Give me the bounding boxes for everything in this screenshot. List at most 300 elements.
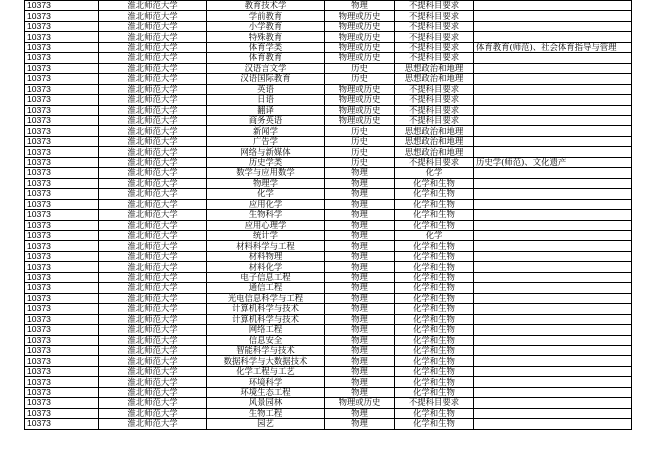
- major-name-cell: [207, 147, 325, 157]
- first-subject-cell-text: 物理: [351, 0, 368, 11]
- first-subject-cell: [325, 408, 395, 418]
- first-subject-cell: [325, 241, 395, 251]
- school-name-cell: [99, 126, 207, 136]
- second-subject-cell: [395, 63, 474, 73]
- second-subject-cell: [395, 262, 474, 272]
- second-subject-cell: [395, 293, 474, 303]
- first-subject-cell-text: 物理: [351, 167, 368, 178]
- school-name-cell-text: 淮北师范大学: [127, 324, 178, 335]
- school-code-cell-text: 10373: [27, 146, 51, 157]
- table-row: [25, 377, 632, 387]
- table-row: [25, 115, 632, 125]
- note-cell: [474, 168, 632, 178]
- second-subject-cell-text: 化学和生物: [413, 366, 455, 377]
- school-code-cell-text: 10373: [27, 386, 51, 397]
- school-name-cell: [99, 387, 207, 397]
- note-cell: [474, 251, 632, 261]
- school-name-cell-text: 淮北师范大学: [127, 386, 178, 397]
- school-name-cell-text: 淮北师范大学: [127, 230, 178, 241]
- school-name-cell-text: 淮北师范大学: [127, 83, 178, 94]
- note-cell: [474, 314, 632, 324]
- note-cell: [474, 11, 632, 21]
- school-code-cell: [25, 126, 99, 136]
- second-subject-cell: [395, 241, 474, 251]
- major-name-cell: [207, 377, 325, 387]
- table-row: [25, 345, 632, 355]
- first-subject-cell-text: 物理或历史: [338, 83, 381, 94]
- major-name-cell: [207, 335, 325, 345]
- first-subject-cell: [325, 356, 395, 366]
- major-name-cell: [207, 314, 325, 324]
- school-name-cell-text: 淮北师范大学: [127, 303, 178, 314]
- second-subject-cell: [395, 32, 474, 42]
- school-code-cell-text: 10373: [27, 418, 51, 429]
- school-code-cell-text: 10373: [27, 282, 51, 293]
- second-subject-cell-text: 思想政治和地理: [404, 136, 464, 147]
- second-subject-cell-text: 不提科目要求: [408, 83, 460, 94]
- first-subject-cell-text: 物理: [351, 240, 368, 251]
- second-subject-cell-text: 思想政治和地理: [404, 146, 464, 157]
- note-cell: [474, 147, 632, 157]
- note-cell: [474, 366, 632, 376]
- major-name-cell: [207, 115, 325, 125]
- school-name-cell: [99, 42, 207, 52]
- school-name-cell: [99, 262, 207, 272]
- first-subject-cell-text: 物理: [351, 303, 368, 314]
- note-cell: [474, 398, 632, 408]
- school-name-cell: [99, 95, 207, 105]
- table-row: [25, 53, 632, 63]
- major-name-cell: [207, 230, 325, 240]
- major-name-cell-text: 智能科学与技术: [236, 345, 295, 356]
- school-name-cell: [99, 157, 207, 167]
- school-name-cell-text: 淮北师范大学: [127, 177, 178, 188]
- first-subject-cell-text: 物理或历史: [338, 21, 381, 32]
- major-name-cell-text: 计算机科学与技术: [232, 313, 299, 324]
- note-cell: [474, 32, 632, 42]
- school-code-cell: [25, 283, 99, 293]
- school-code-cell: [25, 1, 99, 11]
- school-code-cell-text: 10373: [27, 157, 51, 168]
- school-name-cell-text: 淮北师范大学: [127, 345, 178, 356]
- school-code-cell-text: 10373: [27, 272, 51, 282]
- table-body: [25, 1, 632, 430]
- major-name-cell: [207, 272, 325, 282]
- second-subject-cell-text: 不提科目要求: [408, 0, 460, 11]
- major-name-cell-text: 汉语国际教育: [240, 73, 291, 84]
- table-row: [25, 325, 632, 335]
- school-code-cell: [25, 366, 99, 376]
- table-row: [25, 178, 632, 188]
- table-row: [25, 387, 632, 397]
- second-subject-cell-text: 化学和生物: [413, 376, 455, 387]
- school-name-cell: [99, 419, 207, 429]
- table-row: [25, 21, 632, 31]
- first-subject-cell: [325, 262, 395, 272]
- second-subject-cell: [395, 1, 474, 11]
- major-name-cell-text: 环境科学: [248, 376, 283, 387]
- second-subject-cell-text: 思想政治和地理: [404, 73, 464, 84]
- school-code-cell: [25, 345, 99, 355]
- table-row: [25, 84, 632, 94]
- table-row: [25, 293, 632, 303]
- first-subject-cell-text: 历史: [351, 136, 368, 147]
- major-name-cell: [207, 157, 325, 167]
- second-subject-cell: [395, 168, 474, 178]
- second-subject-cell-text: 不提科目要求: [408, 42, 460, 53]
- major-name-cell-text: 物理学: [252, 177, 279, 188]
- first-subject-cell: [325, 377, 395, 387]
- school-code-cell: [25, 42, 99, 52]
- major-name-cell-text: 历史学类: [248, 157, 283, 168]
- school-code-cell-text: 10373: [27, 324, 51, 335]
- major-name-cell-text: 环境生态工程: [240, 386, 291, 397]
- school-name-cell: [99, 84, 207, 94]
- first-subject-cell-text: 物理: [351, 230, 368, 241]
- school-name-cell-text: 淮北师范大学: [127, 42, 178, 53]
- second-subject-cell: [395, 95, 474, 105]
- note-cell: [474, 42, 632, 52]
- major-name-cell: [207, 136, 325, 146]
- major-name-cell-text: 材料科学与工程: [236, 240, 295, 251]
- second-subject-cell: [395, 325, 474, 335]
- major-name-cell-text: 体育学类: [248, 42, 283, 53]
- school-name-cell-text: 淮北师范大学: [127, 94, 178, 105]
- second-subject-cell: [395, 147, 474, 157]
- major-name-cell-text: 风景园林: [248, 397, 283, 408]
- major-name-cell-text: 统计学: [252, 230, 279, 241]
- school-code-cell-text: 10373: [27, 261, 51, 272]
- second-subject-cell-text: 化学和生物: [413, 334, 455, 345]
- note-cell: [474, 21, 632, 31]
- school-code-cell-text: 10373: [27, 52, 51, 63]
- second-subject-cell: [395, 272, 474, 282]
- school-code-cell-text: 10373: [27, 292, 51, 303]
- first-subject-cell-text: 物理或历史: [338, 10, 381, 21]
- school-name-cell-text: 淮北师范大学: [127, 31, 178, 42]
- first-subject-cell: [325, 42, 395, 52]
- note-cell: [474, 105, 632, 115]
- second-subject-cell: [395, 53, 474, 63]
- second-subject-cell-text: 不提科目要求: [408, 52, 460, 63]
- first-subject-cell-text: 历史: [351, 146, 368, 157]
- school-code-cell-text: 10373: [27, 334, 51, 345]
- first-subject-cell: [325, 21, 395, 31]
- major-name-cell: [207, 210, 325, 220]
- second-subject-cell: [395, 345, 474, 355]
- major-name-cell-text: 电子信息工程: [240, 272, 291, 282]
- second-subject-cell-text: 思想政治和地理: [404, 125, 464, 136]
- school-name-cell: [99, 408, 207, 418]
- school-name-cell: [99, 283, 207, 293]
- major-name-cell: [207, 42, 325, 52]
- note-cell: [474, 199, 632, 209]
- major-name-cell: [207, 95, 325, 105]
- second-subject-cell: [395, 136, 474, 146]
- school-name-cell-text: 淮北师范大学: [127, 157, 178, 168]
- first-subject-cell: [325, 304, 395, 314]
- school-code-cell-text: 10373: [27, 167, 51, 178]
- major-name-cell: [207, 220, 325, 230]
- first-subject-cell: [325, 366, 395, 376]
- note-cell: [474, 272, 632, 282]
- second-subject-cell-text: 不提科目要求: [408, 21, 460, 32]
- major-name-cell: [207, 304, 325, 314]
- second-subject-cell-text: 化学和生物: [413, 418, 455, 429]
- school-name-cell: [99, 272, 207, 282]
- major-name-cell: [207, 366, 325, 376]
- school-name-cell-text: 淮北师范大学: [127, 73, 178, 84]
- school-name-cell: [99, 136, 207, 146]
- note-cell: [474, 220, 632, 230]
- school-name-cell: [99, 147, 207, 157]
- first-subject-cell-text: 物理: [351, 292, 368, 303]
- school-code-cell: [25, 419, 99, 429]
- second-subject-cell-text: 不提科目要求: [408, 10, 460, 21]
- school-code-cell-text: 10373: [27, 21, 51, 32]
- table-row: [25, 398, 632, 408]
- school-code-cell: [25, 115, 99, 125]
- first-subject-cell-text: 物理: [351, 418, 368, 429]
- note-cell: [474, 230, 632, 240]
- second-subject-cell-text: 化学和生物: [413, 177, 455, 188]
- first-subject-cell-text: 物理: [351, 355, 368, 366]
- school-name-cell: [99, 105, 207, 115]
- school-name-cell: [99, 304, 207, 314]
- table-row: [25, 95, 632, 105]
- major-name-cell: [207, 408, 325, 418]
- school-code-cell: [25, 199, 99, 209]
- first-subject-cell: [325, 1, 395, 11]
- major-name-cell: [207, 387, 325, 397]
- school-code-cell-text: 10373: [27, 42, 51, 53]
- note-cell: [474, 95, 632, 105]
- second-subject-cell-text: 思想政治和地理: [404, 62, 464, 73]
- school-name-cell-text: 淮北师范大学: [127, 188, 178, 199]
- school-name-cell: [99, 63, 207, 73]
- table-row: [25, 157, 632, 167]
- school-code-cell: [25, 398, 99, 408]
- school-name-cell-text: 淮北师范大学: [127, 209, 178, 220]
- major-name-cell: [207, 283, 325, 293]
- major-name-cell: [207, 53, 325, 63]
- first-subject-cell-text: 物理: [351, 272, 368, 282]
- school-name-cell-text: 淮北师范大学: [127, 0, 178, 11]
- second-subject-cell: [395, 366, 474, 376]
- first-subject-cell: [325, 136, 395, 146]
- school-code-cell: [25, 272, 99, 282]
- school-code-cell-text: 10373: [27, 209, 51, 220]
- note-cell: [474, 63, 632, 73]
- second-subject-cell: [395, 74, 474, 84]
- major-name-cell: [207, 126, 325, 136]
- note-cell: [474, 210, 632, 220]
- school-code-cell: [25, 21, 99, 31]
- first-subject-cell-text: 物理: [351, 177, 368, 188]
- major-name-cell-text: 计算机科学与技术: [232, 303, 299, 314]
- major-name-cell: [207, 11, 325, 21]
- school-name-cell-text: 淮北师范大学: [127, 125, 178, 136]
- second-subject-cell-text: 化学和生物: [413, 292, 455, 303]
- school-name-cell-text: 淮北师范大学: [127, 115, 178, 126]
- school-name-cell-text: 淮北师范大学: [127, 136, 178, 147]
- first-subject-cell-text: 物理: [351, 251, 368, 262]
- second-subject-cell: [395, 304, 474, 314]
- major-name-cell-text: 体育教育: [248, 52, 283, 63]
- school-name-cell: [99, 230, 207, 240]
- note-cell: [474, 189, 632, 199]
- first-subject-cell: [325, 189, 395, 199]
- second-subject-cell: [395, 105, 474, 115]
- second-subject-cell-text: 化学和生物: [413, 188, 455, 199]
- note-cell: [474, 157, 632, 167]
- school-code-cell: [25, 74, 99, 84]
- note-cell: [474, 408, 632, 418]
- note-cell: [474, 126, 632, 136]
- school-name-cell: [99, 168, 207, 178]
- table-row: [25, 189, 632, 199]
- first-subject-cell-text: 物理: [351, 334, 368, 345]
- school-code-cell: [25, 147, 99, 157]
- major-name-cell-text: 小学教育: [248, 21, 283, 32]
- note-cell: [474, 419, 632, 429]
- first-subject-cell-text: 物理或历史: [338, 115, 381, 126]
- school-name-cell-text: 淮北师范大学: [127, 272, 178, 282]
- major-name-cell-text: 信息安全: [248, 334, 283, 345]
- table-row: [25, 11, 632, 21]
- table-row: [25, 199, 632, 209]
- note-cell: [474, 356, 632, 366]
- first-subject-cell-text: 历史: [351, 125, 368, 136]
- school-name-cell-text: 淮北师范大学: [127, 261, 178, 272]
- major-name-cell: [207, 262, 325, 272]
- first-subject-cell: [325, 199, 395, 209]
- first-subject-cell: [325, 387, 395, 397]
- table-row: [25, 314, 632, 324]
- second-subject-cell-text: 不提科目要求: [408, 157, 460, 168]
- note-cell: [474, 335, 632, 345]
- table-row: [25, 210, 632, 220]
- school-name-cell: [99, 199, 207, 209]
- first-subject-cell: [325, 11, 395, 21]
- school-name-cell: [99, 366, 207, 376]
- school-code-cell-text: 10373: [27, 94, 51, 105]
- school-code-cell: [25, 251, 99, 261]
- school-code-cell-text: 10373: [27, 125, 51, 136]
- second-subject-cell-text: 化学和生物: [413, 355, 455, 366]
- school-name-cell: [99, 32, 207, 42]
- school-name-cell-text: 淮北师范大学: [127, 418, 178, 429]
- major-name-cell: [207, 199, 325, 209]
- table-row: [25, 356, 632, 366]
- table-row: [25, 42, 632, 52]
- table-row: [25, 366, 632, 376]
- school-name-cell-text: 淮北师范大学: [127, 397, 178, 408]
- major-name-cell-text: 数学与应用数学: [236, 167, 295, 178]
- school-code-cell-text: 10373: [27, 251, 51, 262]
- first-subject-cell: [325, 115, 395, 125]
- note-cell: [474, 304, 632, 314]
- major-name-cell-text: 学前教育: [248, 10, 283, 21]
- note-cell-text: 体育教育(师范)、社会体育指导与管理: [476, 42, 617, 53]
- school-name-cell-text: 淮北师范大学: [127, 240, 178, 251]
- first-subject-cell: [325, 314, 395, 324]
- second-subject-cell-text: 化学和生物: [413, 386, 455, 397]
- school-name-cell: [99, 74, 207, 84]
- major-name-cell-text: 应用化学: [248, 198, 283, 209]
- second-subject-cell: [395, 408, 474, 418]
- school-code-cell-text: 10373: [27, 115, 51, 126]
- major-name-cell-text: 新闻学: [252, 125, 279, 136]
- school-code-cell-text: 10373: [27, 313, 51, 324]
- major-name-cell-text: 汉语言文学: [244, 62, 287, 73]
- first-subject-cell: [325, 293, 395, 303]
- major-name-cell-text: 数据科学与大数据技术: [223, 355, 308, 366]
- first-subject-cell-text: 历史: [351, 157, 368, 168]
- first-subject-cell: [325, 230, 395, 240]
- table-row: [25, 126, 632, 136]
- note-cell: [474, 241, 632, 251]
- major-name-cell-text: 生物科学: [248, 209, 283, 220]
- school-name-cell: [99, 178, 207, 188]
- school-name-cell-text: 淮北师范大学: [127, 355, 178, 366]
- major-name-cell-text: 生物工程: [248, 407, 283, 418]
- school-name-cell-text: 淮北师范大学: [127, 366, 178, 377]
- second-subject-cell: [395, 398, 474, 408]
- school-code-cell: [25, 105, 99, 115]
- school-code-cell-text: 10373: [27, 198, 51, 209]
- major-name-cell-text: 网络与新媒体: [240, 146, 291, 157]
- school-code-cell-text: 10373: [27, 355, 51, 366]
- table-row: [25, 136, 632, 146]
- first-subject-cell: [325, 95, 395, 105]
- major-name-cell-text: 化学: [257, 188, 274, 199]
- major-name-cell: [207, 241, 325, 251]
- first-subject-cell: [325, 178, 395, 188]
- major-name-cell: [207, 105, 325, 115]
- school-name-cell-text: 淮北师范大学: [127, 198, 178, 209]
- first-subject-cell-text: 物理: [351, 324, 368, 335]
- school-name-cell: [99, 356, 207, 366]
- first-subject-cell-text: 物理: [351, 386, 368, 397]
- note-cell: [474, 262, 632, 272]
- second-subject-cell-text: 不提科目要求: [408, 31, 460, 42]
- school-name-cell: [99, 21, 207, 31]
- first-subject-cell: [325, 32, 395, 42]
- first-subject-cell-text: 物理: [351, 282, 368, 293]
- school-name-cell: [99, 335, 207, 345]
- school-name-cell-text: 淮北师范大学: [127, 52, 178, 63]
- major-name-cell: [207, 32, 325, 42]
- school-name-cell: [99, 314, 207, 324]
- major-name-cell-text: 材料化学: [248, 261, 283, 272]
- table-row: [25, 419, 632, 429]
- school-code-cell-text: 10373: [27, 230, 51, 241]
- second-subject-cell: [395, 387, 474, 397]
- school-code-cell: [25, 335, 99, 345]
- major-name-cell: [207, 325, 325, 335]
- second-subject-cell: [395, 178, 474, 188]
- school-code-cell: [25, 95, 99, 105]
- school-code-cell: [25, 304, 99, 314]
- second-subject-cell-text: 不提科目要求: [408, 397, 460, 408]
- first-subject-cell-text: 物理: [351, 345, 368, 356]
- second-subject-cell: [395, 230, 474, 240]
- first-subject-cell-text: 历史: [351, 73, 368, 84]
- school-code-cell-text: 10373: [27, 376, 51, 387]
- first-subject-cell: [325, 335, 395, 345]
- first-subject-cell-text: 物理或历史: [338, 397, 381, 408]
